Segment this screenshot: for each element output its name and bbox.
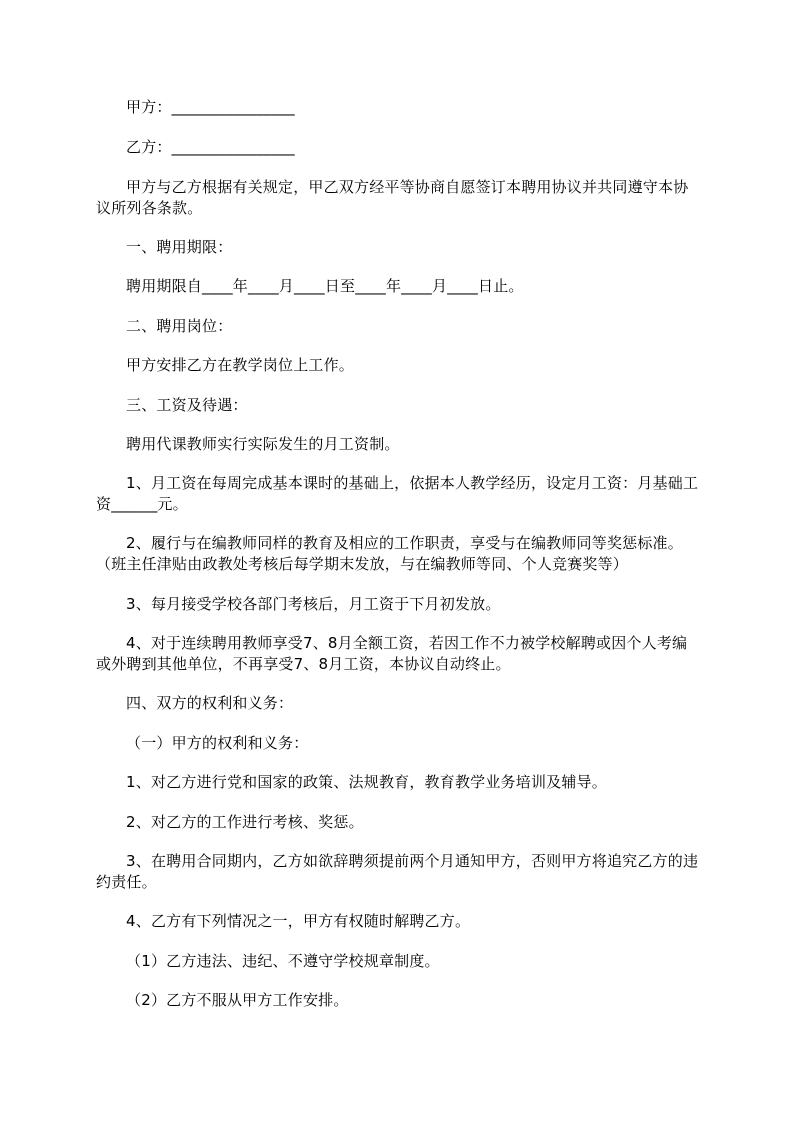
section-heading-rights: 四、双方的权利和义务：	[126, 694, 294, 712]
section-heading-salary: 三、工资及待遇：	[126, 396, 248, 414]
salary-intro-paragraph: 聘用代课教师实行实际发生的月工资制。	[126, 435, 400, 453]
salary-clause-1: 1、月工资在每周完成基本课时的基础上，依据本人教学经历，设定月工资：月基础工资______元。	[96, 474, 699, 513]
party-b-line: 乙方：________________	[126, 138, 295, 156]
section-heading-position: 二、聘用岗位：	[126, 317, 233, 335]
preamble-paragraph: 甲方与乙方根据有关规定，甲乙双方经平等协商自愿签订本聘用协议并共同遵守本协议所列各条款。	[96, 178, 689, 217]
section-heading-term: 一、聘用期限：	[126, 238, 233, 256]
salary-clause-2: 2、履行与在编教师同样的教育及相应的工作职责，享受与在编教师同等奖惩标准。（班主任津贴由政教处考核后每学期末发放，与在编教师等同、个人竞赛奖等）	[96, 534, 683, 573]
rights-clause-1: 1、对乙方进行党和国家的政策、法规教育，教育教学业务培训及辅导。	[126, 773, 607, 791]
rights-clause-4: 4、乙方有下列情况之一，甲方有权随时解聘乙方。	[126, 912, 471, 930]
salary-clause-4: 4、对于连续聘用教师享受7、8月全额工资，若因工作不力被学校解聘或因个人考编或外聘到其他单位，不再享受7、8月工资，本协议自动终止。	[96, 634, 688, 673]
position-paragraph: 甲方安排乙方在教学岗位上工作。	[126, 356, 355, 374]
salary-clause-3: 3、每月接受学校各部门考核后，月工资于下月初发放。	[126, 595, 501, 613]
term-paragraph: 聘用期限自____年____月____日至____年____月____日止。	[126, 277, 524, 295]
party-a-line: 甲方：________________	[126, 98, 295, 116]
rights-clause-2: 2、对乙方的工作进行考核、奖惩。	[126, 813, 364, 831]
subsection-heading-party-a: （一）甲方的权利和义务：	[126, 734, 309, 752]
rights-clause-3: 3、在聘用合同期内，乙方如欲辞聘须提前两个月通知甲方，否则甲方将追究乙方的违约责任。	[96, 852, 699, 891]
dismissal-item-2: （2）乙方不服从甲方工作安排。	[126, 991, 349, 1009]
dismissal-item-1: （1）乙方违法、违纪、不遵守学校规章制度。	[126, 952, 440, 970]
